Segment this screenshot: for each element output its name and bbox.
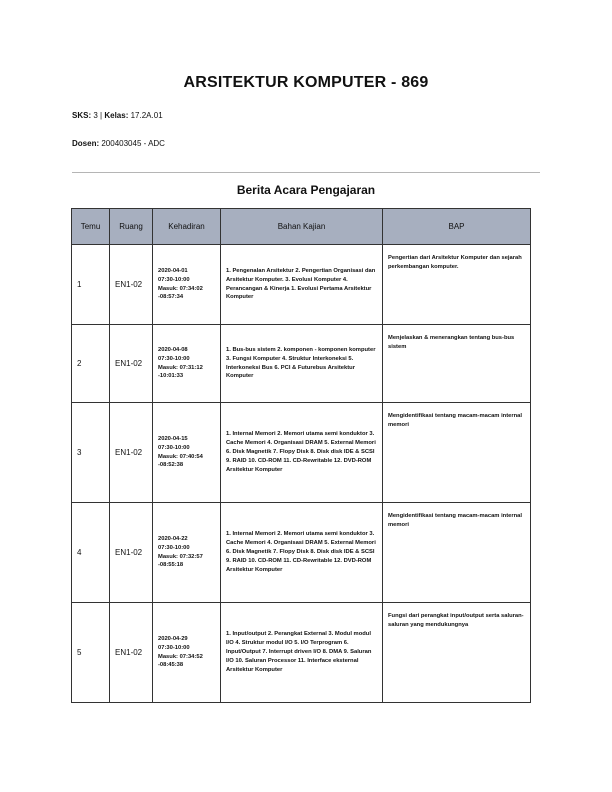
kehadiran-cell [153,603,221,703]
bahan-kajian-cell: 1. Bus-bus sistem 2. komponen - komponen komputer 3. Fungsi Komputer 4. Struktur Interkoneksi 5. Interkoneksi Bus 6. PCI & Futurebus Arsitektur Komputer [221,325,383,403]
lecturer-info [72,139,165,148]
bahan-kajian-cell: 1. Input/output 2. Perangkat External 3. Modul modul I/O 4. Struktur modul I/O 5. I/O Terprogram 6. Input/Output 7. Interrupt driven I/O 8. DMA 9. Saluran I/O 10. Saluran Processor 11. Interface eksternal Arsitektur Komputer [221,603,383,703]
kehadiran-cell [153,325,221,403]
table-row [72,325,531,403]
kehadiran-cell [153,245,221,325]
header-bap: BAP [383,209,531,245]
table-header-row [72,209,531,245]
course-title: ARSITEKTUR KOMPUTER - 869 [183,74,429,91]
course-meta [72,111,163,120]
kehadiran-checkin: Masuk: 07:34:52 [158,653,203,660]
sks-label: SKS: [72,111,92,120]
dosen-value: 200403045 - ADC [101,139,165,148]
header-ruang: Ruang [110,209,153,245]
ruang-cell: EN1-02 [110,503,153,603]
divider [72,172,540,173]
header-bahan-kajian: Bahan Kajian [221,209,383,245]
kehadiran-date: 2020-04-22 [158,535,188,542]
kehadiran-schedule: 07:30-10:00 [158,544,190,551]
kehadiran-cell [153,503,221,603]
dosen-label: Dosen: [72,139,100,148]
bap-cell: Mengidentifikasi tentang macam-macam internal memori [383,503,531,603]
meta-separator: | [100,111,105,120]
bap-cell: Pengertian dari Arsitektur Komputer dan sejarah perkembangan komputer. [383,245,531,325]
kehadiran-schedule: 07:30-10:00 [158,276,190,283]
kehadiran-checkin: Masuk: 07:34:02 [158,285,203,292]
bap-cell: Menjelaskan & menerangkan tentang bus-bus sistem [383,325,531,403]
kehadiran-date: 2020-04-15 [158,435,188,442]
kehadiran-date: 2020-04-29 [158,635,188,642]
kehadiran-checkout: -10:01:33 [158,373,184,380]
temu-cell: 5 [72,603,110,703]
kehadiran-date: 2020-04-01 [158,267,188,274]
bahan-kajian-cell: 1. Internal Memori 2. Memori utama semi konduktor 3. Cache Memori 4. Organisasi DRAM 5. External Memori 6. Disk Magnetik 7. Flopy Disk 8. Disk disk IDE & SCSI 9. RAID 10. CD-ROM 11. CD-Rewritable 12. DVD-ROM Arsitektur Komputer [221,503,383,603]
kehadiran-cell [153,403,221,503]
bap-cell: Mengidentifikasi tentang macam-macam internal memori [383,403,531,503]
ruang-cell: EN1-02 [110,403,153,503]
temu-cell: 1 [72,245,110,325]
table-row [72,603,531,703]
bahan-kajian-cell: 1. Pengenalan Arsitektur 2. Pengertian Organisasi dan Arsitektur Komputer. 3. Evolusi Komputer 4. Perancangan & Kinerja 1. Evolusi Pertama Arsitektur Komputer [221,245,383,325]
header-temu: Temu [72,209,110,245]
kehadiran-checkout: -08:57:34 [158,294,184,301]
bahan-kajian-cell: 1. Internal Memori 2. Memori utama semi konduktor 3. Cache Memori 4. Organisasi DRAM 5. External Memori 6. Disk Magnetik 7. Flopy Disk 8. Disk disk IDE & SCSI 9. RAID 10. CD-ROM 11. CD-Rewritable 12. DVD-ROM Arsitektur Komputer [221,403,383,503]
kehadiran-date: 2020-04-08 [158,346,188,353]
bap-cell: Fungsi dari perangkat input/output serta saluran-saluran yang mendukungnya [383,603,531,703]
kehadiran-schedule: 07:30-10:00 [158,355,190,362]
teaching-record-table [71,208,531,703]
ruang-cell: EN1-02 [110,245,153,325]
table-row [72,245,531,325]
temu-cell: 3 [72,403,110,503]
temu-cell: 4 [72,503,110,603]
kehadiran-checkout: -08:52:38 [158,462,184,469]
kehadiran-schedule: 07:30-10:00 [158,444,190,451]
kehadiran-schedule: 07:30-10:00 [158,644,190,651]
kehadiran-checkin: Masuk: 07:31:12 [158,364,203,371]
kehadiran-checkin: Masuk: 07:40:54 [158,453,203,460]
sks-value: 3 [93,111,98,120]
header-kehadiran: Kehadiran [153,209,221,245]
table-row [72,503,531,603]
section-title: Berita Acara Pengajaran [236,183,376,197]
kehadiran-checkin: Masuk: 07:32:57 [158,553,203,560]
kehadiran-checkout: -08:55:18 [158,562,184,569]
ruang-cell: EN1-02 [110,603,153,703]
temu-cell: 2 [72,325,110,403]
kelas-label: Kelas: [104,111,129,120]
kehadiran-checkout: -08:45:38 [158,662,184,669]
kelas-value: 17.2A.01 [130,111,163,120]
table-row [72,403,531,503]
ruang-cell: EN1-02 [110,325,153,403]
